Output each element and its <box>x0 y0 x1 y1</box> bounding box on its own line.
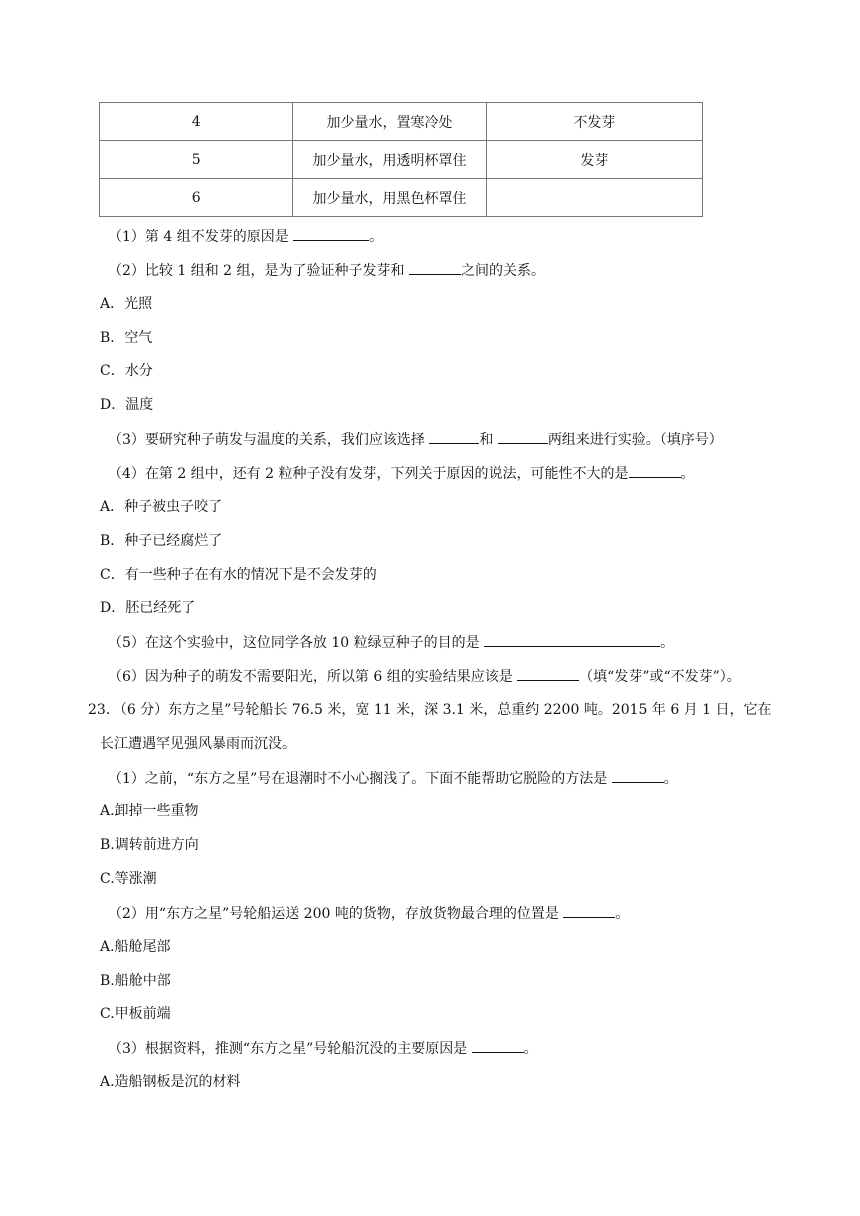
table-row <box>100 179 703 217</box>
question-22-part-1: （1）第 4 组不发芽的原因是 。 <box>108 226 383 247</box>
option-c: C．有一些种子在有水的情况下是不会发芽的 <box>100 567 377 583</box>
option-a: A．种子被虫子咬了 <box>100 499 223 515</box>
question-22-part-3: （3）要研究种子萌发与温度的关系，我们应该选择 和 两组来进行实验。（填序号） <box>108 429 723 450</box>
answer-blank[interactable] <box>293 226 369 241</box>
option-b: B．空气 <box>100 330 153 346</box>
option-d: D．温度 <box>100 397 154 413</box>
question-23-part-2: （2）用“东方之星”号轮船运送 200 吨的货物，存放货物最合理的位置是 。 <box>108 903 629 924</box>
option-d: D．胚已经死了 <box>100 600 196 616</box>
answer-blank[interactable] <box>563 903 615 918</box>
table-cell-condition: 加少量水，用透明杯罩住 <box>293 141 486 179</box>
table-cell-result: 发芽 <box>486 141 702 179</box>
option-b: B.船舱中部 <box>100 973 171 989</box>
option-a: A．光照 <box>100 296 153 312</box>
question-23-part-3: （3）根据资料，推测“东方之星”号轮船沉没的主要原因是 。 <box>108 1038 538 1059</box>
question-22-part-2: （2）比较 1 组和 2 组，是为了验证种子发芽和 之间的关系。 <box>108 260 545 281</box>
question-22-part-5: （5）在这个实验中，这位同学各放 10 粒绿豆种子的目的是 。 <box>108 632 674 653</box>
answer-blank[interactable] <box>612 768 664 783</box>
option-a: A.造船钢板是沉的材料 <box>100 1074 241 1090</box>
answer-blank[interactable] <box>517 666 579 681</box>
answer-blank[interactable] <box>472 1038 524 1053</box>
table-cell-condition: 加少量水，用黑色杯罩住 <box>293 179 486 217</box>
answer-blank[interactable] <box>629 463 681 478</box>
answer-blank[interactable] <box>429 429 479 444</box>
option-c: C．水分 <box>100 363 153 379</box>
table-cell-group: 6 <box>100 179 293 217</box>
table-cell-result <box>486 179 702 217</box>
question-22-part-6: （6）因为种子的萌发不需要阳光，所以第 6 组的实验结果应该是 （填“发芽”或“不发芽”）。 <box>108 666 741 687</box>
option-b: B．种子已经腐烂了 <box>100 533 223 549</box>
answer-blank[interactable] <box>409 260 461 275</box>
option-a: A.卸掉一些重物 <box>100 803 199 819</box>
table-row <box>100 141 703 179</box>
experiment-table <box>99 102 703 217</box>
option-a: A.船舱尾部 <box>100 939 171 955</box>
answer-blank[interactable] <box>498 429 548 444</box>
question-22-part-4: （4）在第 2 组中，还有 2 粒种子没有发芽，下列关于原因的说法，可能性不大的是 。 <box>108 463 695 484</box>
question-number: 23． <box>88 702 120 718</box>
table-cell-result: 不发芽 <box>486 103 702 141</box>
table-cell-group: 4 <box>100 103 293 141</box>
option-c: C.等涨潮 <box>100 871 157 887</box>
question-23-stem-continued: 长江遭遇罕见强风暴雨而沉没。 <box>100 736 296 752</box>
option-c: C.甲板前端 <box>100 1006 171 1022</box>
option-b: B.调转前进方向 <box>100 837 199 853</box>
question-23-part-1: （1）之前，“东方之星”号在退潮时不小心搁浅了。下面不能帮助它脱险的方法是 。 <box>108 768 678 789</box>
table-cell-condition: 加少量水，置寒冷处 <box>293 103 486 141</box>
answer-blank[interactable] <box>484 632 660 647</box>
table-row <box>100 103 703 141</box>
table-cell-group: 5 <box>100 141 293 179</box>
question-23-stem: 23．（6 分）东方之星”号轮船长 76.5 米，宽 11 米，深 3.1 米，总重约 2200 吨。2015 年 6 月 1 日，它在 <box>88 702 772 718</box>
